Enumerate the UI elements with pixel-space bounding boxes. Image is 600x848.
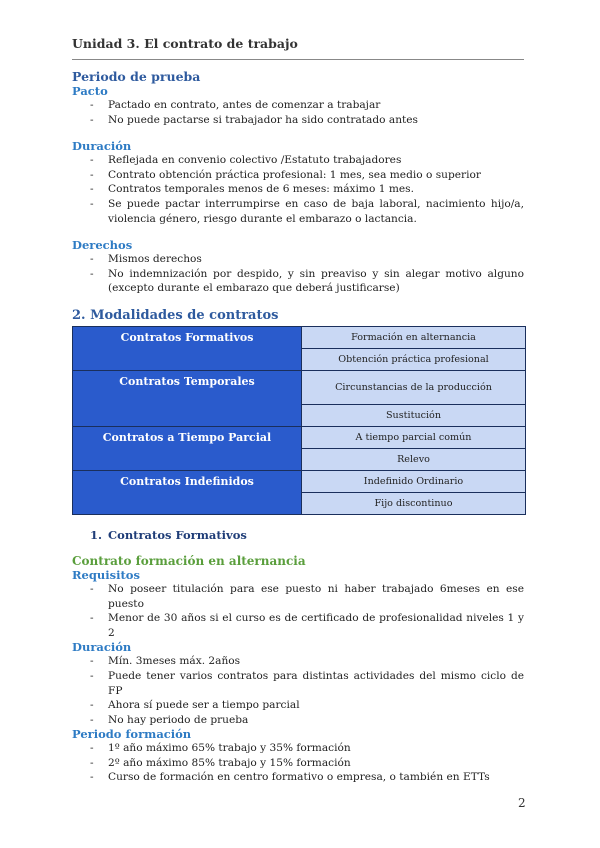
list-item: - No poseer titulación para ese puesto ni haber trabajado 6meses en ese puesto [72,582,524,611]
table-group-label: Contratos Formativos [73,326,302,370]
list-periodo-formacion [72,741,524,785]
subheading-requisitos: Requisitos [72,567,140,582]
subheading-duracion-alternancia: Duración [72,640,132,655]
subheading-periodo-formacion: Periodo formación [72,727,192,742]
subheading-formacion-alternancia: Contrato formación en alternancia [72,553,306,568]
page-number: 2 [518,796,526,810]
list-item: - Se puede pactar interrumpirse en caso de baja laboral, nacimiento hijo/a, violencia género, riesgo durante el embarazo o lactancia. [72,197,524,226]
list-item: - Puede tener varios contratos para distintas actividades del mismo ciclo de FP [72,669,524,698]
table-cell: Indefinido Ordinario [302,470,526,492]
list-item: - 2º año máximo 85% trabajo y 15% formación [72,756,524,771]
list-item: - Mismos derechos [72,252,524,267]
list-requisitos [72,582,524,640]
subheading-pacto: Pacto [72,84,108,98]
list-item: - Curso de formación en centro formativo o empresa, o también en ETTs [72,770,524,785]
numbered-heading-formativos [72,528,524,542]
list-item: - No hay periodo de prueba [72,713,524,728]
list-item: - Menor de 30 años si el curso es de certificado de profesionalidad niveles 1 y 2 [72,611,524,640]
modalidades-table [72,326,526,515]
list-item: - Ahora sí puede ser a tiempo parcial [72,698,524,713]
list-item: - Pactado en contrato, antes de comenzar a trabajar [72,98,524,113]
table-cell: Formación en alternancia [302,326,526,348]
table-cell: Fijo discontinuo [302,492,526,514]
header-divider [72,59,524,60]
list-item: - Contratos temporales menos de 6 meses: máximo 1 mes. [72,182,524,197]
table-cell: Relevo [302,448,526,470]
list-derechos [72,252,524,296]
table-cell: Sustitución [302,404,526,426]
section-title-periodo-prueba: Periodo de prueba [72,69,201,84]
table-cell: A tiempo parcial común [302,426,526,448]
table-group-label: Contratos Temporales [73,370,302,426]
table-group-label: Contratos a Tiempo Parcial [73,426,302,470]
list-pacto [72,98,524,127]
page-header-title: Unidad 3. El contrato de trabajo [72,36,298,51]
section-title-modalidades: 2. Modalidades de contratos [72,307,279,323]
list-item: - No indemnización por despido, y sin preaviso y sin alegar motivo alguno (excepto durante el embarazo que deberá justificarse) [72,267,524,296]
subheading-derechos: Derechos [72,238,133,253]
heading-number: 1. [90,527,103,542]
list-item: - Contrato obtención práctica profesional: 1 mes, sea medio o superior [72,168,524,183]
list-item: - Reflejada en convenio colectivo /Estatuto trabajadores [72,153,524,168]
subheading-duracion: Duración [72,139,132,154]
list-duracion-alternancia [72,654,524,727]
page-content [72,70,524,785]
list-duracion [72,153,524,226]
list-item: - No puede pactarse si trabajador ha sido contratado antes [72,113,524,128]
table-cell: Circunstancias de la producción [302,370,526,404]
table-cell: Obtención práctica profesional [302,348,526,370]
list-item: - 1º año máximo 65% trabajo y 35% formación [72,741,524,756]
table-group-label: Contratos Indefinidos [73,470,302,514]
heading-text: Contratos Formativos [108,527,247,542]
list-item: - Mín. 3meses máx. 2años [72,654,524,669]
